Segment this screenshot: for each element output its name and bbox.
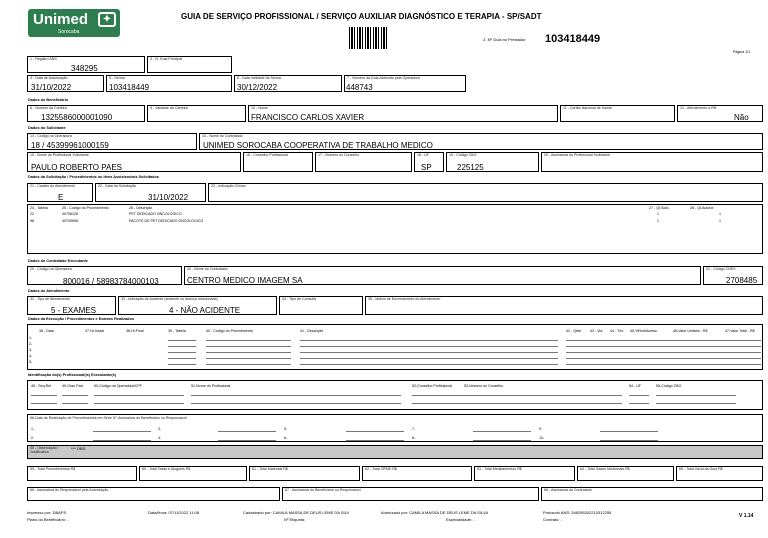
col-descricao: 26 - Descrição	[129, 206, 153, 210]
field-label: 19 - Código CBO	[449, 153, 477, 157]
col-header: 55-Código CBO	[656, 384, 682, 388]
field-label: 32 - Tipo de Atendimento	[30, 297, 70, 301]
field-value: 1325586000001090	[41, 113, 113, 122]
col-header: 45-%Red/Acresc.	[630, 329, 658, 333]
footer-autorizado: Autorizado por: CAMILA MASSA DE DEUS LEME DA SILVA	[381, 510, 489, 515]
col-header: 36 - Data	[39, 329, 54, 333]
field-label: 1 - Registro ANS	[30, 57, 57, 61]
col-header: 47-Valor Total - R$	[725, 329, 755, 333]
footer-plano: Plano do Beneficiário: -	[27, 517, 69, 522]
field-label: 10 - Nome	[251, 106, 268, 110]
field-value: E	[58, 193, 64, 202]
logo-text: Unimed	[33, 11, 89, 28]
page-number: Página 1/1	[733, 50, 751, 54]
series-dates-box	[27, 414, 763, 442]
field-label: 21 - Caráter do Atendimento	[30, 184, 76, 188]
series-num: 7-	[412, 427, 416, 431]
field-value: 2708485	[726, 276, 758, 285]
field-nome-contratado	[199, 133, 763, 150]
footer-protocolo: Protocolo ANS: 348295202210312255	[543, 510, 612, 515]
field-label: 63 - Total Medicamentos R$	[477, 467, 522, 471]
col-codigo: 25 - Código do Procedimento	[62, 206, 109, 210]
field-label: 60 - Total Taxas e Aluguéis R$	[142, 467, 191, 471]
col-header: 38-Hr.Final	[126, 329, 144, 333]
row-number: 4-	[29, 354, 33, 358]
total-medicamentos	[474, 466, 575, 481]
footer-contrato: Contrato: -	[543, 517, 562, 522]
col-header: 54 - UF	[629, 384, 641, 388]
field-value: 448743	[346, 83, 373, 92]
col-tabela: 24 - Tabela	[30, 206, 48, 210]
series-num: 6-	[284, 436, 288, 440]
field-validade-carteira	[147, 105, 246, 122]
row-line	[346, 431, 404, 432]
row-line	[656, 403, 736, 404]
footer-impresso: Impresso por: DBAPS	[27, 510, 67, 515]
total-materiais	[249, 466, 360, 481]
row-line	[168, 346, 196, 347]
field-label: 7 - Número da Guia Atribuído pela Operadora	[347, 76, 420, 80]
field-label: 66 - Assinatura do Responsável pela Autorização	[30, 488, 109, 492]
row-line	[566, 364, 761, 365]
col-header: 46-Valor Unitário - R$	[673, 329, 708, 333]
section-solicitacao: Dados da Solicitação / Procedimentos ou Itens Assistenciais Solicitados	[28, 175, 159, 179]
field-registro-ans	[27, 56, 145, 73]
requested-procedures-table	[27, 204, 763, 254]
row-line	[566, 346, 761, 347]
row-line	[656, 395, 736, 396]
field-numero-conselho	[315, 152, 412, 172]
row-line	[93, 431, 151, 432]
guia-number-label: 2- Nº Guia no Prestador	[483, 37, 526, 42]
unimed-logo	[28, 9, 120, 37]
col-header: 41 - Descrição	[300, 329, 324, 333]
col-qtd-solic: 27 - Qt.Solic.	[649, 206, 670, 210]
field-label: 64 - Total Gases Medicinais R$	[580, 467, 630, 471]
col-header: 51-Nome do Profissional	[191, 384, 231, 388]
field-label: 18 - UF	[417, 153, 429, 157]
col-header: 52-Conselho Profissional	[412, 384, 452, 388]
field-codigo-executante	[27, 266, 182, 285]
field-label: 12 - Atendimento a RN	[680, 106, 717, 110]
form-title: GUIA DE SERVIÇO PROFISSIONAL / SERVIÇO AUXILIAR DIAGNÓSTICO E TERAPIA - SP/SADT	[181, 12, 542, 21]
row-line	[566, 358, 761, 359]
row-line	[412, 403, 622, 404]
row-line	[600, 431, 658, 432]
row-number: 3-	[29, 348, 33, 352]
field-data-autorizacao	[27, 75, 104, 92]
cell-descricao: PACOTE DE PET DEDICADO ONCOLOGICO	[129, 219, 204, 223]
row-line	[300, 364, 558, 365]
field-label: 14 - Nome do Contratado	[202, 134, 243, 138]
col-header: 48 - Seq.Ref	[31, 384, 52, 388]
assinatura-contratado	[541, 487, 763, 501]
series-num: 8-	[412, 436, 416, 440]
col-qtd-aut: 28 - Qt.Autoriz.	[690, 206, 715, 210]
row-line	[206, 358, 291, 359]
row-line	[191, 395, 401, 396]
field-atendimento-rn	[677, 105, 763, 122]
field-nome-executante	[184, 266, 701, 285]
row-line	[206, 364, 291, 365]
cell-descricao: PET DEDICADO ONCOLÓGICO	[129, 212, 182, 216]
field-value: 31/10/2022	[31, 83, 72, 92]
field-value: 30/12/2022	[237, 83, 278, 92]
row-line	[168, 364, 196, 365]
row-line	[300, 346, 558, 347]
field-value: FRANCISCO CARLOS XAVIER	[251, 113, 365, 122]
row-line	[62, 395, 88, 396]
col-header: 44 - Téc.	[610, 329, 625, 333]
series-num: 2-	[31, 436, 35, 440]
field-label: 34 - Tipo de Consulta	[282, 297, 317, 301]
field-label: 8 - Número da Carteira	[30, 106, 67, 110]
field-value: CENTRO MEDICO IMAGEM SA	[187, 276, 303, 285]
field-label: 3 - N. Guia Principal	[150, 57, 183, 61]
field-label: 11 - Cartão Nacional de Saúde	[563, 106, 613, 110]
field-value: 348295	[71, 64, 98, 73]
field-value: PAULO ROBERTO PAES	[31, 163, 122, 172]
barcode	[349, 27, 388, 49]
cell-codigo: 40709696	[62, 219, 78, 223]
row-line	[31, 403, 57, 404]
field-uf	[414, 152, 444, 172]
total-geral	[676, 466, 763, 481]
col-header: 53-Número no Conselho	[464, 384, 504, 388]
field-guia-principal	[147, 56, 232, 73]
row-number: 5-	[29, 360, 33, 364]
guia-number: 103418449	[545, 33, 601, 45]
col-header: 39 - Tabela	[168, 329, 186, 333]
cell-qtd-solic: 1	[657, 219, 659, 223]
col-header: 49-Grau Part.	[62, 384, 84, 388]
cell-qtd-aut: 1	[719, 212, 721, 216]
field-label: 13 - Código na Operadora	[30, 134, 72, 138]
row-number: 1-	[29, 336, 33, 340]
total-taxas	[139, 466, 247, 481]
section-beneficiario: Dados do Beneficiário	[28, 98, 69, 102]
assinatura-beneficiario	[282, 487, 539, 501]
row-line	[473, 431, 531, 432]
field-conselho-profissional	[243, 152, 313, 172]
row-line	[94, 403, 184, 404]
footer-especialidade: Especialidade: -	[446, 517, 475, 522]
field-label: 65 - Total Geral da Guia R$	[679, 467, 723, 471]
field-label: 35 - Motivo de Encerramento do Atendimento	[368, 297, 441, 301]
field-label: 59 - Total Procedimentos R$	[30, 467, 76, 471]
row-line	[566, 352, 761, 353]
field-data-solicitacao	[95, 183, 206, 202]
field-label: 30 - Nome do Contratado	[187, 267, 228, 271]
logo-symbol-icon: ✦	[98, 12, 116, 27]
series-num: 3-	[158, 427, 162, 431]
observacao-box	[27, 445, 763, 459]
field-tipo-atendimento	[27, 296, 116, 315]
field-label: 5 - Senha	[109, 76, 125, 80]
field-validade-senha	[234, 75, 342, 92]
col-header: 43 - Via	[590, 329, 603, 333]
footer-version: V 1.14	[739, 513, 754, 519]
footer-etiqueta: Nº Etiqueta:	[284, 517, 306, 522]
field-label: 9 - Validade da Carteira	[150, 106, 188, 110]
col-header: 50-Código na Operadora/CPF	[94, 384, 142, 388]
footer-data-hora: Data/Hora: 07/11/2022 11:08	[148, 510, 199, 515]
row-line	[412, 395, 622, 396]
cell-codigo: 40708128	[62, 212, 78, 216]
field-codigo-cbo	[446, 152, 539, 172]
field-label: 17 - Número no Conselho	[318, 153, 360, 157]
field-value: Não	[734, 113, 749, 122]
cell-qtd-solic: 1	[657, 212, 659, 216]
field-label: 62 - Total OPME R$	[365, 467, 397, 471]
field-label: 33 - Indicação de Acidente (acidente ou doença relacionada)	[121, 297, 218, 301]
field-label: 22 - Data da Solicitação	[98, 184, 137, 188]
row-line	[168, 352, 196, 353]
logo-subtitle: Sorocaba	[58, 29, 80, 35]
total-gases	[577, 466, 674, 481]
field-motivo-encerramento	[365, 296, 763, 315]
footer-cadastrado: Cadastrado por: CAMILA MASSA DE DEUS LEME DA SILV	[243, 510, 350, 515]
field-value: 31/10/2022	[148, 193, 189, 202]
section-solicitante: Dados do Solicitante	[28, 126, 66, 130]
col-header: 40 - Código do Procedimento	[206, 329, 253, 333]
field-tipo-consulta	[279, 296, 363, 315]
row-line	[31, 395, 57, 396]
field-label: 15 - Nome do Profissional Solicitante	[30, 153, 89, 157]
field-codigo-operadora	[27, 133, 197, 150]
field-codigo-cnes	[703, 266, 763, 285]
row-line	[218, 431, 276, 432]
row-line	[600, 440, 658, 441]
cell-qtd-aut: 1	[719, 219, 721, 223]
field-value: 18 / 45399961000159	[31, 141, 109, 150]
row-line	[346, 440, 404, 441]
field-label: 6 - Data Validade da Senha	[237, 76, 281, 80]
field-value: 103418449	[109, 83, 150, 92]
row-line	[206, 352, 291, 353]
row-line	[473, 440, 531, 441]
field-numero-carteira	[27, 105, 145, 122]
field-label: 61 - Total Materiais R$	[252, 467, 288, 471]
field-label: 68 - Assinatura do Contratado	[544, 488, 592, 492]
field-guia-operadora	[344, 75, 466, 92]
row-line	[566, 340, 761, 341]
col-header: 37-Hr.Inicial	[85, 329, 104, 333]
section-profissionais: Identificação do(s) Profissional(is) Executante(s)	[28, 373, 116, 377]
field-label: 31 - Código CNES	[706, 267, 736, 271]
field-label: 58 - Observação / Justificativa	[30, 446, 59, 454]
row-line	[218, 440, 276, 441]
series-num: 5-	[284, 427, 288, 431]
field-label: 23 - Indicação Clínica	[211, 184, 246, 188]
row-line	[300, 352, 558, 353]
cell-tabela: 22	[30, 212, 34, 216]
field-carater-atendimento	[27, 183, 93, 202]
field-indicacao-clinica	[208, 183, 763, 202]
field-assinatura-solicitante	[541, 152, 763, 172]
field-label: 67 - Assinatura do Beneficiário ou Responsável	[285, 488, 361, 492]
field-value: 5 - EXAMES	[51, 306, 96, 315]
execution-table	[27, 324, 763, 370]
row-line	[94, 395, 184, 396]
field-value: UNIMED SOROCABA COOPERATIVA DE TRABALHO MEDICO	[203, 141, 433, 150]
row-line	[300, 340, 558, 341]
field-senha	[106, 75, 232, 92]
series-num: 1-	[31, 427, 35, 431]
row-line	[168, 340, 196, 341]
series-num: 10-	[539, 436, 545, 440]
field-label: 16 - Conselho Profissional	[246, 153, 288, 157]
col-header: 42 - Qtde.	[566, 329, 582, 333]
field-label: 20 - Assinatura do Profissional Solicitante	[544, 153, 611, 157]
series-num: 4-	[158, 436, 162, 440]
field-label: 4 - Data de Autorização	[30, 76, 68, 80]
field-value: 4 - NÃO ACIDENTE	[169, 306, 241, 315]
row-line	[629, 395, 649, 396]
observacao-value: *** OBS:	[71, 446, 87, 451]
section-execucao: Dados da Execução / Procedimentos e Exames Realizados	[28, 317, 134, 321]
field-profissional-solicitante	[27, 152, 241, 172]
total-opme	[362, 466, 472, 481]
cell-tabela: 98	[30, 219, 34, 223]
field-value: SP	[421, 163, 432, 172]
field-value: 800016 / 58983784000103	[63, 277, 159, 286]
section-executante: Dados do Contratado Executante	[28, 259, 88, 263]
field-cartao-nacional	[560, 105, 675, 122]
field-label: 56-Data de Realização de Procedimentos em Série 57-Assinatura do Beneficiário ou Responsável	[30, 416, 187, 420]
field-nome-beneficiario	[248, 105, 558, 122]
row-line	[191, 403, 401, 404]
field-indicacao-acidente	[118, 296, 277, 315]
total-procedimentos	[27, 466, 137, 481]
section-atendimento: Dados do Atendimento	[28, 289, 70, 293]
row-line	[62, 403, 88, 404]
row-line	[93, 440, 151, 441]
assinatura-autorizacao	[27, 487, 280, 501]
row-number: 2-	[29, 342, 33, 346]
row-line	[206, 346, 291, 347]
row-line	[629, 403, 649, 404]
row-line	[168, 358, 196, 359]
professionals-table	[27, 380, 763, 410]
field-label: 29 - Código na Operadora	[30, 267, 72, 271]
row-line	[206, 340, 291, 341]
field-value: 225125	[457, 163, 484, 172]
row-line	[300, 358, 558, 359]
series-num: 9-	[539, 427, 543, 431]
